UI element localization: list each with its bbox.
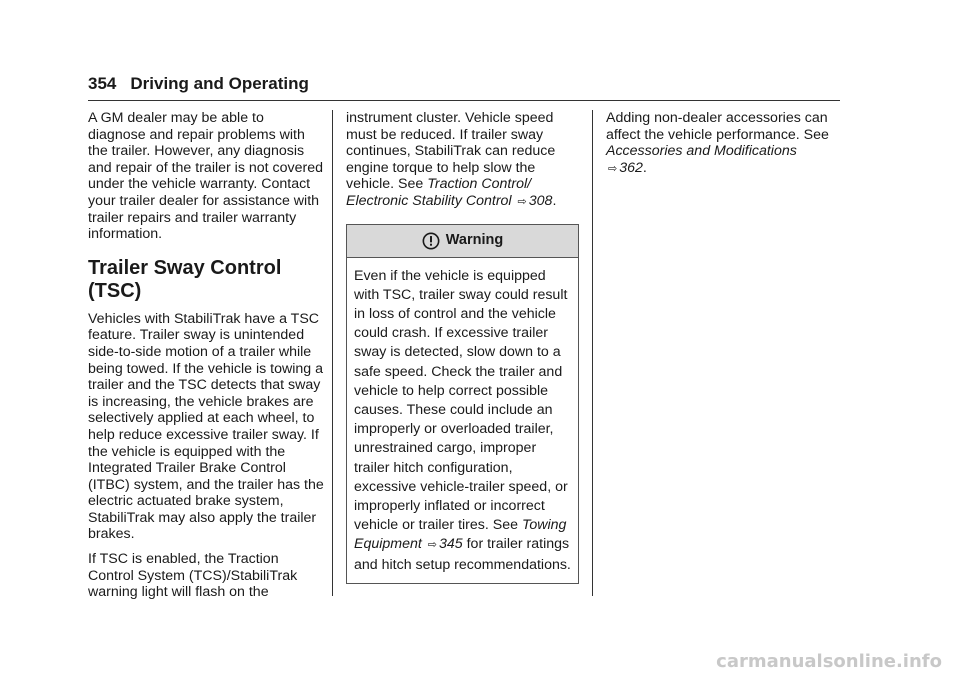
- column-2: [346, 110, 579, 584]
- paragraph: If TSC is enabled, the Traction Control System (TCS)/StabiliTrak warning light will flash on the: [88, 551, 298, 601]
- section-title: Driving and Operating: [130, 74, 309, 93]
- paragraph: Vehicles with StabiliTrak have a TSC feature. Trailer sway is unintended side-to-side motion of a trailer while being towed. If the vehicle is towing a trailer and the TSC detects that sway is increasing, the vehicle brakes are selectively applied at each wheel, to help reduce excessive trailer sway. If the vehicle is equipped with the Integrated Trailer Brake Control (ITBC) system, and the trailer has the electric actuated brake system, StabiliTrak may also apply the trailer brakes.: [88, 310, 324, 543]
- cross-reference-link[interactable]: Accessories and Modifications: [606, 143, 797, 160]
- page-reference[interactable]: 345: [439, 536, 463, 553]
- page-number: 354: [88, 74, 117, 93]
- warning-text: Even if the vehicle is equipped with TSC, trailer sway could result in loss of control and the vehicle could crash. If excessive trailer sway is detected, slow down to a safe speed. Check the trailer and vehicle to help correct possible causes. These could include an improperly or overloaded trailer, unrestrained cargo, improper trailer hitch configuration, excessive vehicle-trailer speed, or improperly inflated or incorrect vehicle or trailer tires. See Towing Equipment ⇨ 345 for trailer ratings and hitch setup recommendations.: [354, 267, 571, 573]
- page-header: [88, 68, 840, 101]
- warning-header: [347, 225, 578, 258]
- page-reference[interactable]: 308: [528, 192, 553, 209]
- column-divider: [332, 110, 333, 596]
- column-1: [88, 110, 324, 609]
- paragraph: A GM dealer may be able to diagnose and repair problems with the trailer. However, any diagnosis and repair of the trailer is not covered under the vehicle warranty. Contact your trailer dealer for assistance with trailer repairs and trailer warranty information.: [88, 110, 324, 243]
- column-divider: [592, 110, 593, 596]
- warning-icon: [422, 232, 440, 250]
- page-ref-arrow-icon: ⇨: [608, 162, 618, 175]
- cross-reference-link[interactable]: Traction Control/ Electronic Stability Control: [346, 176, 532, 209]
- watermark: carmanualsonline.info: [716, 651, 942, 672]
- paragraph: Adding non-dealer accessories can affect the vehicle performance. See Accessories and Modifications ⇨ 362.: [606, 110, 829, 176]
- cross-reference-link[interactable]: Towing Equipment: [354, 517, 567, 553]
- page-reference[interactable]: 362: [619, 159, 643, 176]
- section-heading: Trailer Sway Control (TSC): [88, 256, 282, 302]
- column-3: [606, 110, 840, 185]
- paragraph: instrument cluster. Vehicle speed must be reduced. If trailer sway continues, StabiliTrak can reduce engine torque to help slow the vehicle. See Traction Control/ Electronic Stability Control ⇨ 308.: [346, 110, 557, 209]
- warning-box: [346, 224, 579, 584]
- page-ref-arrow-icon: ⇨: [427, 539, 437, 552]
- page-ref-arrow-icon: ⇨: [517, 195, 527, 208]
- warning-title: Warning: [445, 232, 504, 249]
